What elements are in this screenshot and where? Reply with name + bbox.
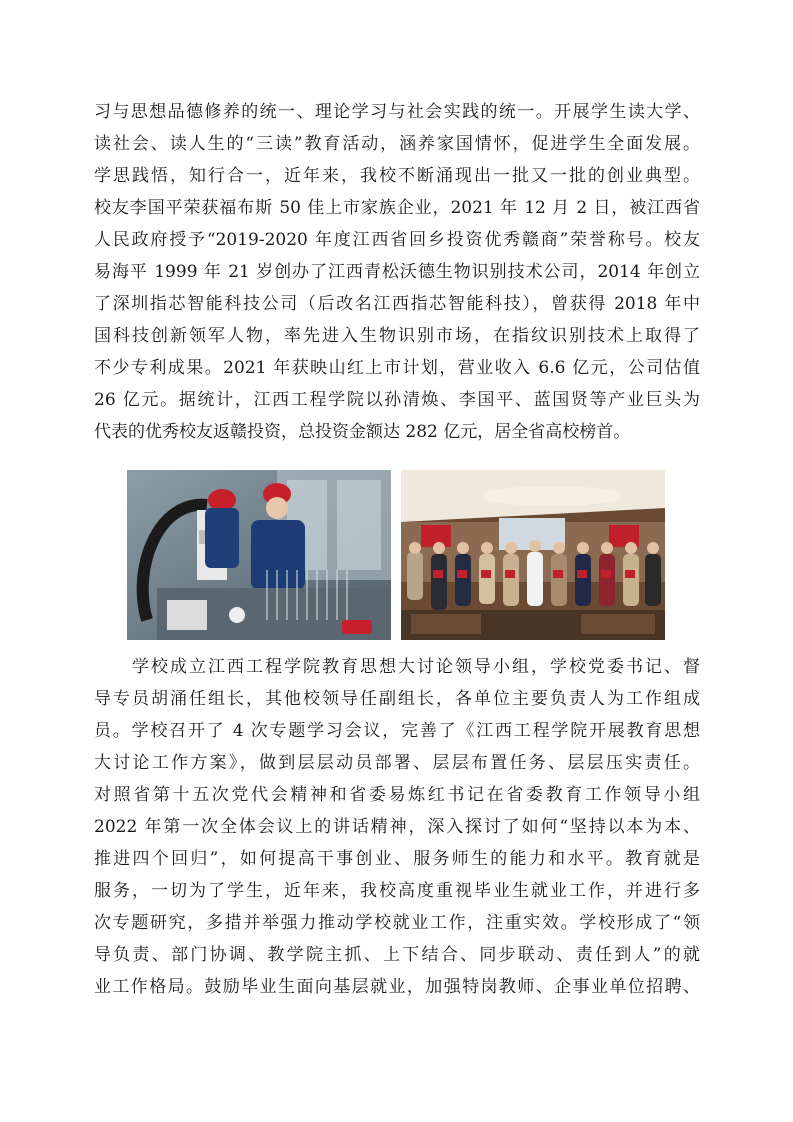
text-line: 国科技创新领军人物，率先进入生物识别市场，在指纹识别技术上取得了: [94, 326, 700, 346]
text-line: 2022 年第一次全体会议上的讲话精神，深入探讨了如何“坚持以本为本、: [94, 817, 700, 837]
text-line: 推进四个回归”，如何提高干事创业、服务师生的能力和水平。教育就是: [94, 849, 700, 869]
text-line: 员。学校召开了 4 次专题学习会议，完善了《江西工程学院开展教育思想: [94, 721, 700, 741]
paragraph-education-discussion: [94, 651, 700, 1003]
text-line: 人民政府授予“2019-2020 年度江西省回乡投资优秀赣商”荣誉称号。校友: [94, 230, 700, 250]
text-line: 不少专利成果。2021 年获映山红上市计划，营业收入 6.6 亿元，公司估值: [94, 358, 700, 378]
text-line: 代表的优秀校友返赣投资，总投资金额达 282 亿元，居全省高校榜首。: [94, 422, 631, 442]
text-line: 对照省第十五次党代会精神和省委易炼红书记在省委教育工作领导小组: [94, 785, 700, 805]
text-line: 校友李国平荣获福布斯 50 佳上市家族企业，2021 年 12 月 2 日，被江西省: [94, 198, 700, 218]
text-line: 学校成立江西工程学院教育思想大讨论领导小组，学校党委书记、督: [94, 657, 700, 677]
text-line: 导专员胡涌任组长，其他校领导任副组长，各单位主要负责人为工作组成: [94, 689, 700, 709]
photo-lab-students: [127, 470, 391, 640]
text-line: 易海平 1999 年 21 岁创办了江西青松沃德生物识别技术公司，2014 年创立: [94, 262, 700, 282]
text-line: 次专题研究，多措并举强力推动学校就业工作，注重实效。学校形成了“领: [94, 913, 700, 933]
text-line: 服务，一切为了学生，近年来，我校高度重视毕业生就业工作，并进行多: [94, 881, 700, 901]
text-line: 习与思想品德修养的统一、理论学习与社会实践的统一。开展学生读大学、: [94, 102, 700, 122]
photo-award-ceremony: [401, 470, 665, 640]
text-line: 大讨论工作方案》，做到层层动员部署、层层布置任务、层层压实责任。: [94, 753, 700, 773]
text-line: 业工作格局。鼓励毕业生面向基层就业，加强特岗教师、企事业单位招聘、: [94, 977, 700, 997]
paragraph-alumni-entrepreneurship: [94, 96, 700, 448]
text-line: 学思践悟，知行合一，近年来，我校不断涌现出一批又一批的创业典型。: [94, 166, 700, 186]
text-line: 了深圳指芯智能科技公司（后改名江西指芯智能科技），曾获得 2018 年中: [94, 294, 700, 314]
text-line: 26 亿元。据统计，江西工程学院以孙清焕、李国平、蓝国贤等产业巨头为: [94, 390, 700, 410]
text-line: 读社会、读人生的“三读”教育活动，涵养家国情怀，促进学生全面发展。: [94, 134, 700, 154]
text-line: 导负责、部门协调、教学院主抓、上下结合、同步联动、责任到人”的就: [94, 945, 700, 965]
